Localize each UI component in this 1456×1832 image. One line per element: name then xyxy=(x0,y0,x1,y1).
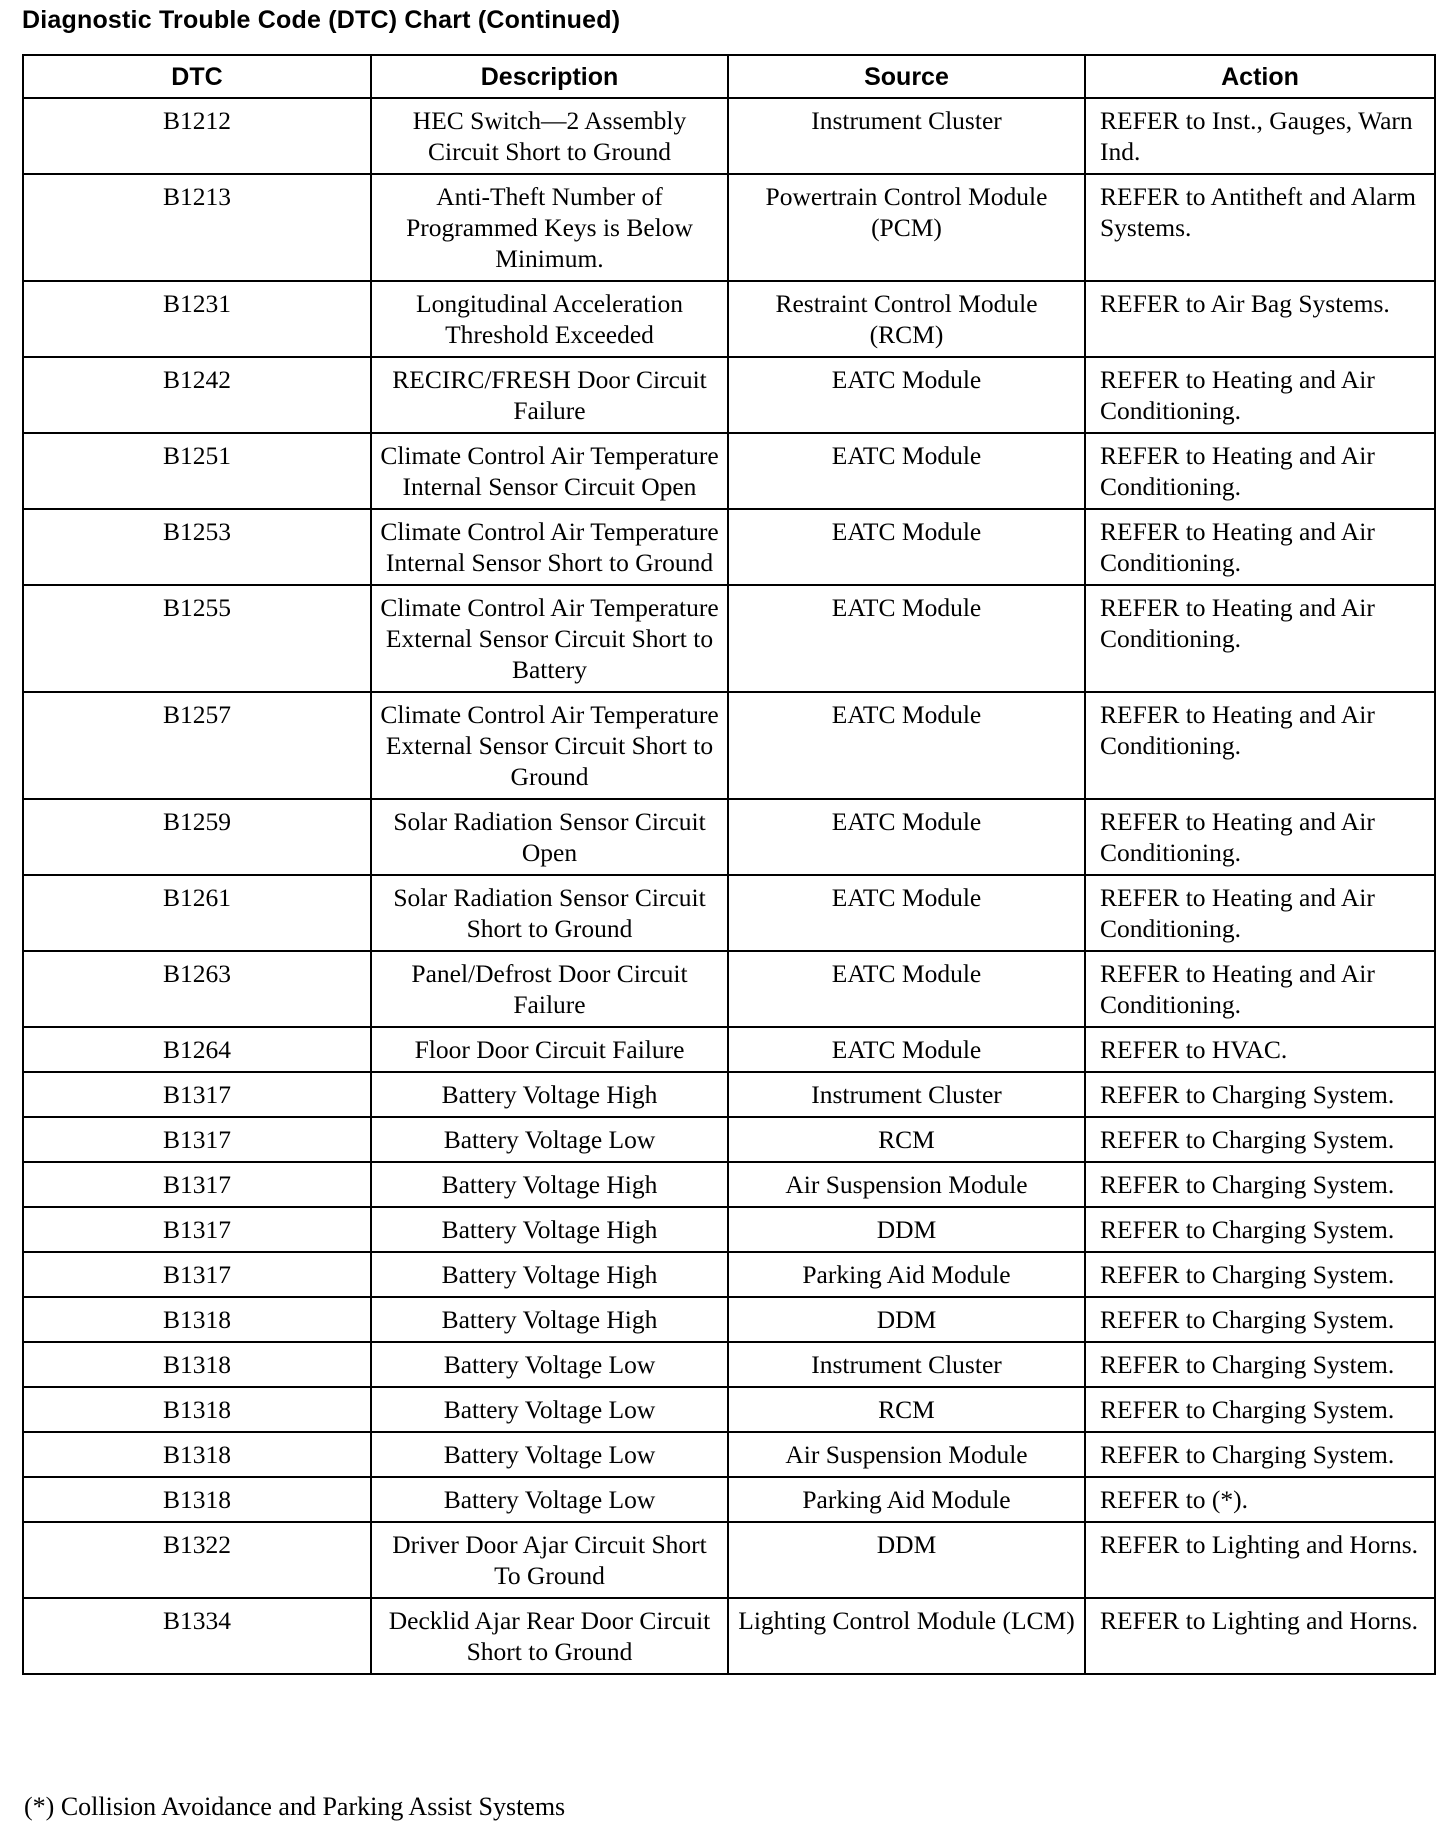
description-cell: Battery Voltage Low xyxy=(371,1117,728,1162)
dtc-code-cell: B1255 xyxy=(23,585,371,692)
table-row xyxy=(23,1162,1435,1207)
dtc-code-cell: B1334 xyxy=(23,1598,371,1674)
description-cell: Anti-Theft Number of Programmed Keys is Below Minimum. xyxy=(371,174,728,281)
description-cell: Battery Voltage High xyxy=(371,1072,728,1117)
action-cell: REFER to Lighting and Horns. xyxy=(1085,1598,1435,1674)
action-cell: REFER to Charging System. xyxy=(1085,1072,1435,1117)
footnote: (*) Collision Avoidance and Parking Assist Systems xyxy=(24,1792,566,1821)
source-cell: Parking Aid Module xyxy=(728,1477,1085,1522)
action-cell: REFER to Air Bag Systems. xyxy=(1085,281,1435,357)
source-cell: EATC Module xyxy=(728,799,1085,875)
column-header-source: Source xyxy=(728,55,1085,98)
description-cell: Battery Voltage Low xyxy=(371,1387,728,1432)
table-row xyxy=(23,1297,1435,1342)
source-cell: Restraint Control Module (RCM) xyxy=(728,281,1085,357)
dtc-code-cell: B1317 xyxy=(23,1252,371,1297)
dtc-code-cell: B1242 xyxy=(23,357,371,433)
dtc-table xyxy=(22,54,1436,1675)
source-cell: EATC Module xyxy=(728,951,1085,1027)
source-cell: EATC Module xyxy=(728,692,1085,799)
action-cell: REFER to Charging System. xyxy=(1085,1387,1435,1432)
description-cell: RECIRC/FRESH Door Circuit Failure xyxy=(371,357,728,433)
table-row xyxy=(23,1342,1435,1387)
action-cell: REFER to Heating and Air Conditioning. xyxy=(1085,433,1435,509)
table-row xyxy=(23,875,1435,951)
dtc-code-cell: B1259 xyxy=(23,799,371,875)
description-cell: Battery Voltage Low xyxy=(371,1342,728,1387)
table-row xyxy=(23,1598,1435,1674)
dtc-code-cell: B1317 xyxy=(23,1117,371,1162)
description-cell: Battery Voltage High xyxy=(371,1297,728,1342)
description-cell: Climate Control Air Temperature External Sensor Circuit Short to Ground xyxy=(371,692,728,799)
source-cell: Air Suspension Module xyxy=(728,1162,1085,1207)
column-header-action: Action xyxy=(1085,55,1435,98)
table-body xyxy=(23,98,1435,1674)
dtc-code-cell: B1318 xyxy=(23,1342,371,1387)
table-row xyxy=(23,799,1435,875)
source-cell: DDM xyxy=(728,1522,1085,1598)
source-cell: EATC Module xyxy=(728,357,1085,433)
source-cell: RCM xyxy=(728,1387,1085,1432)
dtc-code-cell: B1213 xyxy=(23,174,371,281)
table-row xyxy=(23,1252,1435,1297)
action-cell: REFER to Charging System. xyxy=(1085,1432,1435,1477)
source-cell: RCM xyxy=(728,1117,1085,1162)
dtc-code-cell: B1261 xyxy=(23,875,371,951)
action-cell: REFER to Heating and Air Conditioning. xyxy=(1085,357,1435,433)
action-cell: REFER to Charging System. xyxy=(1085,1162,1435,1207)
source-cell: Lighting Control Module (LCM) xyxy=(728,1598,1085,1674)
dtc-code-cell: B1317 xyxy=(23,1072,371,1117)
description-cell: HEC Switch—2 Assembly Circuit Short to Ground xyxy=(371,98,728,174)
dtc-code-cell: B1264 xyxy=(23,1027,371,1072)
source-cell: Powertrain Control Module (PCM) xyxy=(728,174,1085,281)
page-title: Diagnostic Trouble Code (DTC) Chart (Continued) xyxy=(22,6,621,34)
dtc-code-cell: B1318 xyxy=(23,1297,371,1342)
action-cell: REFER to Antitheft and Alarm Systems. xyxy=(1085,174,1435,281)
description-cell: Floor Door Circuit Failure xyxy=(371,1027,728,1072)
source-cell: EATC Module xyxy=(728,585,1085,692)
table-row xyxy=(23,1207,1435,1252)
description-cell: Climate Control Air Temperature External Sensor Circuit Short to Battery xyxy=(371,585,728,692)
description-cell: Decklid Ajar Rear Door Circuit Short to Ground xyxy=(371,1598,728,1674)
dtc-code-cell: B1318 xyxy=(23,1387,371,1432)
source-cell: Instrument Cluster xyxy=(728,98,1085,174)
description-cell: Driver Door Ajar Circuit Short To Ground xyxy=(371,1522,728,1598)
table-row xyxy=(23,509,1435,585)
dtc-code-cell: B1253 xyxy=(23,509,371,585)
source-cell: EATC Module xyxy=(728,509,1085,585)
source-cell: DDM xyxy=(728,1207,1085,1252)
action-cell: REFER to Heating and Air Conditioning. xyxy=(1085,692,1435,799)
source-cell: EATC Module xyxy=(728,875,1085,951)
table-row xyxy=(23,1432,1435,1477)
column-header-dtc: DTC xyxy=(23,55,371,98)
description-cell: Longitudinal Acceleration Threshold Exceeded xyxy=(371,281,728,357)
column-header-description: Description xyxy=(371,55,728,98)
action-cell: REFER to Charging System. xyxy=(1085,1207,1435,1252)
description-cell: Climate Control Air Temperature Internal Sensor Short to Ground xyxy=(371,509,728,585)
table-row xyxy=(23,1387,1435,1432)
source-cell: Parking Aid Module xyxy=(728,1252,1085,1297)
table-row xyxy=(23,585,1435,692)
dtc-code-cell: B1231 xyxy=(23,281,371,357)
description-cell: Battery Voltage High xyxy=(371,1207,728,1252)
dtc-code-cell: B1212 xyxy=(23,98,371,174)
action-cell: REFER to Heating and Air Conditioning. xyxy=(1085,951,1435,1027)
table-header-row xyxy=(23,55,1435,98)
action-cell: REFER to Heating and Air Conditioning. xyxy=(1085,875,1435,951)
description-cell: Solar Radiation Sensor Circuit Short to Ground xyxy=(371,875,728,951)
action-cell: REFER to Heating and Air Conditioning. xyxy=(1085,585,1435,692)
action-cell: REFER to Heating and Air Conditioning. xyxy=(1085,799,1435,875)
description-cell: Solar Radiation Sensor Circuit Open xyxy=(371,799,728,875)
action-cell: REFER to HVAC. xyxy=(1085,1027,1435,1072)
dtc-code-cell: B1322 xyxy=(23,1522,371,1598)
description-cell: Climate Control Air Temperature Internal Sensor Circuit Open xyxy=(371,433,728,509)
dtc-code-cell: B1263 xyxy=(23,951,371,1027)
table-row xyxy=(23,357,1435,433)
dtc-code-cell: B1317 xyxy=(23,1207,371,1252)
description-cell: Battery Voltage Low xyxy=(371,1477,728,1522)
dtc-code-cell: B1318 xyxy=(23,1477,371,1522)
action-cell: REFER to Lighting and Horns. xyxy=(1085,1522,1435,1598)
dtc-code-cell: B1317 xyxy=(23,1162,371,1207)
action-cell: REFER to Charging System. xyxy=(1085,1297,1435,1342)
table-row xyxy=(23,1072,1435,1117)
action-cell: REFER to Charging System. xyxy=(1085,1252,1435,1297)
table-row xyxy=(23,281,1435,357)
table-row xyxy=(23,433,1435,509)
action-cell: REFER to Charging System. xyxy=(1085,1117,1435,1162)
table-row xyxy=(23,1522,1435,1598)
source-cell: Air Suspension Module xyxy=(728,1432,1085,1477)
source-cell: Instrument Cluster xyxy=(728,1072,1085,1117)
table-row xyxy=(23,98,1435,174)
action-cell: REFER to (*). xyxy=(1085,1477,1435,1522)
dtc-code-cell: B1318 xyxy=(23,1432,371,1477)
source-cell: DDM xyxy=(728,1297,1085,1342)
action-cell: REFER to Charging System. xyxy=(1085,1342,1435,1387)
action-cell: REFER to Heating and Air Conditioning. xyxy=(1085,509,1435,585)
table-row xyxy=(23,951,1435,1027)
dtc-code-cell: B1251 xyxy=(23,433,371,509)
description-cell: Battery Voltage High xyxy=(371,1162,728,1207)
table-row xyxy=(23,1027,1435,1072)
source-cell: Instrument Cluster xyxy=(728,1342,1085,1387)
table-row xyxy=(23,174,1435,281)
source-cell: EATC Module xyxy=(728,433,1085,509)
table-row xyxy=(23,1477,1435,1522)
action-cell: REFER to Inst., Gauges, Warn Ind. xyxy=(1085,98,1435,174)
table-row xyxy=(23,1117,1435,1162)
table-row xyxy=(23,692,1435,799)
description-cell: Panel/Defrost Door Circuit Failure xyxy=(371,951,728,1027)
dtc-code-cell: B1257 xyxy=(23,692,371,799)
source-cell: EATC Module xyxy=(728,1027,1085,1072)
description-cell: Battery Voltage Low xyxy=(371,1432,728,1477)
description-cell: Battery Voltage High xyxy=(371,1252,728,1297)
